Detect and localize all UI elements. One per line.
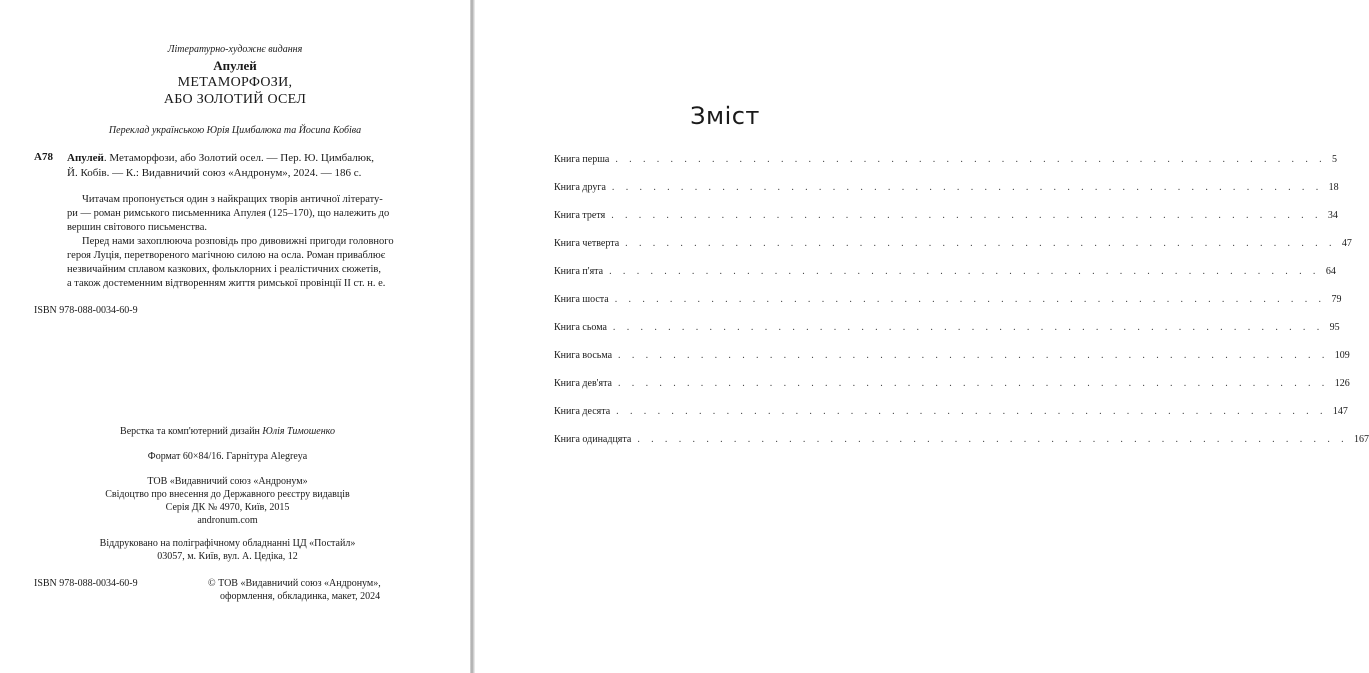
toc-entry-page: 79 <box>1331 294 1342 305</box>
toc-entry-title: Книга четверта <box>554 238 620 249</box>
toc-leader-dots: . . . . . . . . . . . . . . . . . . . . . . . . . . . . . . . . . . . . . . . . . . . . . . . . . . . . <box>618 350 1329 361</box>
toc-entry-page: 18 <box>1328 182 1339 193</box>
toc-list <box>554 154 1369 462</box>
toc-entry-title: Книга п'ята <box>554 266 604 277</box>
edition-type: Літературно-художнє видання <box>167 44 303 55</box>
copyright <box>208 577 381 603</box>
toc-leader-dots: . . . . . . . . . . . . . . . . . . . . . . . . . . . . . . . . . . . . . . . . . . . . . . . . . . . . <box>615 154 1327 165</box>
toc-entry-title: Книга сьома <box>554 322 607 333</box>
annotation-line: Перед нами захоплююча розповідь про дивовижні пригоди головного <box>82 236 394 247</box>
catalog-line2: Й. Кобів. — К.: Видавничий союз «Андронум», 2024. — 186 с. <box>67 167 362 179</box>
toc-entry-page: 167 <box>1354 434 1369 445</box>
left-page-imprint <box>0 0 470 673</box>
toc-entry-title: Книга третя <box>554 210 606 221</box>
toc-leader-dots: . . . . . . . . . . . . . . . . . . . . . . . . . . . . . . . . . . . . . . . . . . . . . . . . . . . . <box>611 182 1323 193</box>
toc-entry-title: Книга восьма <box>554 350 613 361</box>
toc-leader-dots: . . . . . . . . . . . . . . . . . . . . . . . . . . . . . . . . . . . . . . . . . . . . . . . . . . . . <box>612 322 1324 333</box>
publisher-line: Серія ДК № 4970, Київ, 2015 <box>165 502 290 513</box>
copyright-line2: оформлення, обкладинка, макет, 2024 <box>220 591 381 602</box>
toc-entry[interactable] <box>554 294 1342 322</box>
toc-entry-title: Книга десята <box>554 406 611 417</box>
printer-line: Віддруковано на поліграфічному обладнанні ЦД «Постайл» <box>99 538 356 549</box>
toc-leader-dots: . . . . . . . . . . . . . . . . . . . . . . . . . . . . . . . . . . . . . . . . . . . . . . . . . . . . <box>611 210 1322 221</box>
toc-entry[interactable] <box>554 350 1350 378</box>
book-title-line1: МЕТАМОРФОЗИ, <box>177 75 293 90</box>
toc-entry[interactable] <box>554 266 1336 294</box>
toc-entry-page: 47 <box>1341 238 1352 249</box>
annotation-line: а також достеменним відтворенням життя римської провінції ІІ ст. н. е. <box>67 278 386 289</box>
copyright-line1: © ТОВ «Видавничий союз «Андронум», <box>208 578 381 589</box>
catalog-entry <box>67 151 427 181</box>
catalog-code: А78 <box>34 151 53 163</box>
design-credit: Верстка та комп'ютерний дизайн Юлія Тимошенко <box>120 426 335 437</box>
toc-entry-page: 109 <box>1334 350 1350 361</box>
toc-entry-title: Книга шоста <box>554 294 609 305</box>
toc-leader-dots: . . . . . . . . . . . . . . . . . . . . . . . . . . . . . . . . . . . . . . . . . . . . . . . . . . . . <box>609 266 1320 277</box>
toc-leader-dots: . . . . . . . . . . . . . . . . . . . . . . . . . . . . . . . . . . . . . . . . . . . . . . . . . . . . <box>625 238 1336 249</box>
publisher-website: andronum.com <box>197 515 258 526</box>
toc-entry-title: Книга друга <box>554 182 606 193</box>
right-page-contents <box>475 0 1369 673</box>
toc-entry-title: Книга перша <box>554 154 610 165</box>
toc-entry-page: 64 <box>1325 266 1336 277</box>
annotation-line: ри — роман римського письменника Апулея (125–170), що належить до <box>67 208 390 219</box>
toc-entry[interactable] <box>554 238 1352 266</box>
printer-info <box>0 537 455 563</box>
toc-entry-title: Книга дев'ята <box>554 378 612 389</box>
toc-entry[interactable] <box>554 210 1338 238</box>
catalog-line1: Апулей. Метаморфози, або Золотий осел. — Пер. Ю. Цимбалюк, <box>67 152 375 164</box>
annotation-line: незвичайним сплавом казкових, фольклорних і реалістичних сюжетів, <box>67 264 381 275</box>
book-title-line2: АБО ЗОЛОТИЙ ОСЕЛ <box>163 92 307 107</box>
catalog-author: Апулей <box>67 152 104 164</box>
toc-entry-page: 95 <box>1329 322 1340 333</box>
author-name: Апулей <box>213 58 257 73</box>
publisher-line: ТОВ «Видавничий союз «Андронум» <box>147 476 308 487</box>
toc-leader-dots: . . . . . . . . . . . . . . . . . . . . . . . . . . . . . . . . . . . . . . . . . . . . . . . . . . . . <box>637 434 1349 445</box>
toc-leader-dots: . . . . . . . . . . . . . . . . . . . . . . . . . . . . . . . . . . . . . . . . . . . . . . . . . . . . <box>614 294 1326 305</box>
toc-entry[interactable] <box>554 406 1348 434</box>
toc-entry[interactable] <box>554 434 1369 462</box>
toc-heading: Зміст <box>690 102 760 130</box>
toc-entry-page: 34 <box>1327 210 1338 221</box>
toc-entry[interactable] <box>554 182 1339 210</box>
annotation-line: героя Луція, перетвореного магічною силою на осла. Роман приваблює <box>67 250 386 261</box>
toc-entry[interactable] <box>554 378 1350 406</box>
translation-credit: Переклад українською Юрія Цимбалюка та Йосипа Кобіва <box>108 125 362 136</box>
format-info: Формат 60×84/16. Гарнітура Alegreya <box>147 451 308 462</box>
annotation-line: Читачам пропонується один з найкращих творів античної літерату- <box>82 194 383 205</box>
toc-entry[interactable] <box>554 154 1338 182</box>
annotation <box>67 193 427 291</box>
publisher-info <box>0 475 455 527</box>
toc-entry-page: 5 <box>1332 154 1338 165</box>
isbn-bottom: ISBN 978-088-0034-60-9 <box>34 578 138 589</box>
toc-leader-dots: . . . . . . . . . . . . . . . . . . . . . . . . . . . . . . . . . . . . . . . . . . . . . . . . . . . . <box>616 406 1327 417</box>
toc-entry[interactable] <box>554 322 1340 350</box>
toc-entry-page: 147 <box>1332 406 1348 417</box>
toc-entry-page: 126 <box>1334 378 1350 389</box>
publisher-line: Свідоцтво про внесення до Державного реєстру видавців <box>105 489 350 500</box>
isbn-top: ISBN 978-088-0034-60-9 <box>34 305 138 316</box>
toc-entry-title: Книга одинадцята <box>554 434 632 445</box>
printer-line: 03057, м. Київ, вул. А. Цедіка, 12 <box>157 551 298 562</box>
toc-leader-dots: . . . . . . . . . . . . . . . . . . . . . . . . . . . . . . . . . . . . . . . . . . . . . . . . . . . . <box>618 378 1329 389</box>
annotation-line: вершин світового письменства. <box>67 222 208 233</box>
